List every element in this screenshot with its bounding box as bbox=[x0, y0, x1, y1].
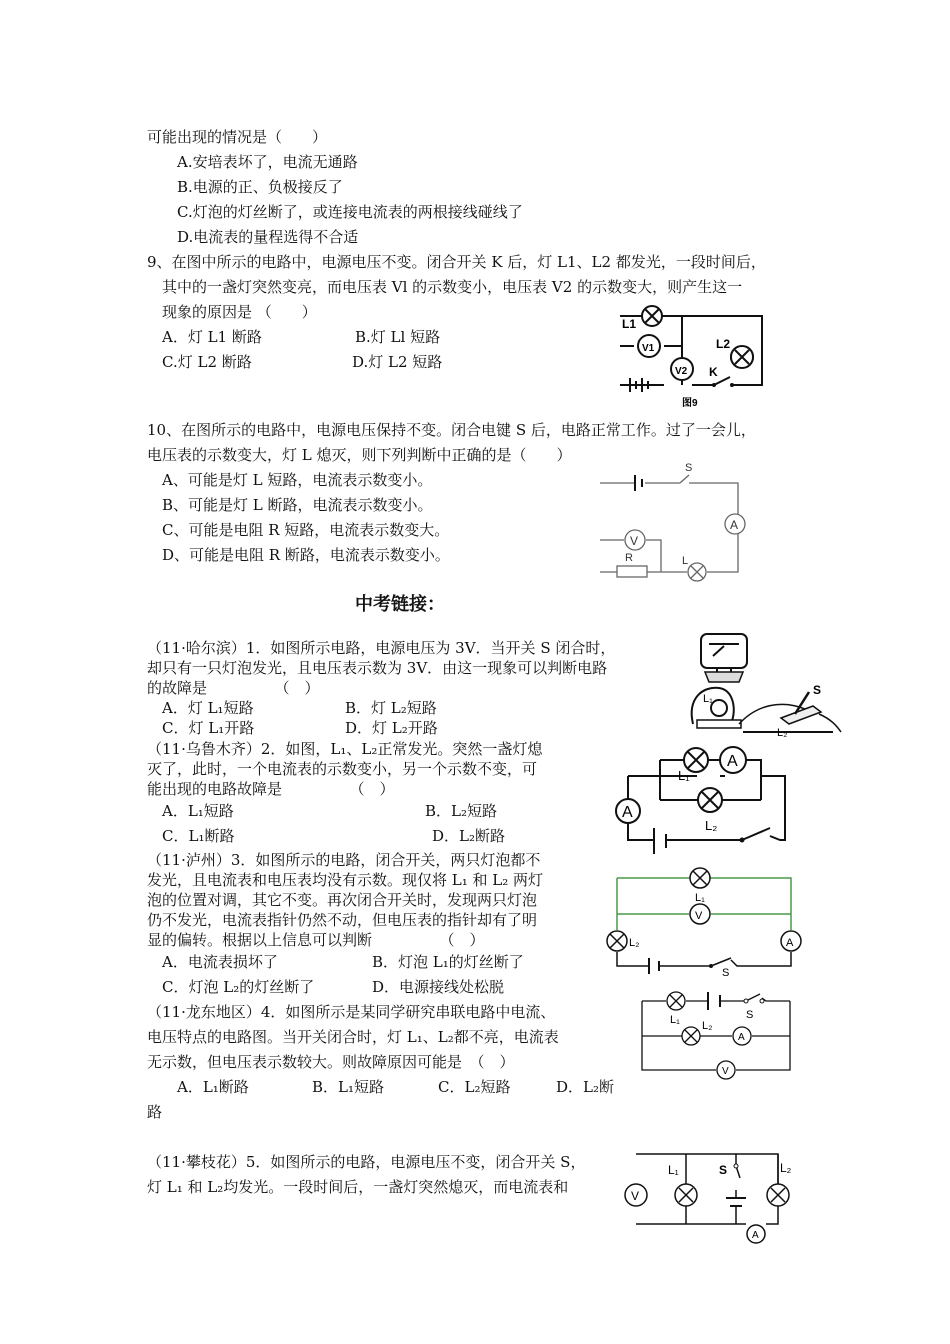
battery-symbol bbox=[649, 958, 659, 974]
z3-stem-line-2: 发光，且电流表和电压表均没有示数。现仅将 L₁ 和 L₂ 两灯 bbox=[147, 871, 544, 889]
q9-option-b: B.灯 Ll 短路 bbox=[355, 328, 441, 346]
q10-option-a: A、可能是灯 L 短路，电流表示数变小。 bbox=[162, 471, 433, 489]
label-a: A bbox=[786, 937, 794, 949]
label-l2: L₂ bbox=[705, 818, 718, 833]
label-k: K bbox=[709, 365, 718, 379]
z4-option-c: C．L₂短路 bbox=[438, 1078, 511, 1096]
label-v: V bbox=[695, 910, 703, 922]
label-l2: L₂ bbox=[629, 937, 640, 949]
label-a: A bbox=[752, 1230, 759, 1241]
option-a: A.安培表坏了，电流无通路 bbox=[177, 153, 358, 171]
q10-option-b: B、可能是灯 L 断路，电流表示数变小。 bbox=[162, 496, 433, 514]
z2-option-d: D．L₂断路 bbox=[432, 827, 506, 845]
label-l2: L₂ bbox=[702, 1020, 713, 1032]
label-l1: L₁ bbox=[670, 1014, 680, 1026]
z3-option-a: A．电流表损坏了 bbox=[162, 953, 278, 971]
option-b: B.电源的正、负极接反了 bbox=[177, 178, 343, 196]
q9-circuit-diagram bbox=[612, 302, 772, 410]
label-l1: L₁ bbox=[695, 892, 705, 904]
z4-option-d-wrap: 路 bbox=[147, 1103, 163, 1121]
q10-option-c: C、可能是电阻 R 短路，电流表示数变大。 bbox=[162, 521, 450, 539]
z3-stem-line-5: 显的偏转。根据以上信息可以判断 （ ） bbox=[147, 931, 485, 949]
z4-stem-line-1: （11·龙东地区）4．如图所示是某同学研究串联电路中电流、 bbox=[147, 1003, 556, 1021]
label-v: V bbox=[630, 534, 639, 548]
z5-stem-line-2: 灯 L₁ 和 L₂均发光。一段时间后，一盏灯突然熄灭，而电流表和 bbox=[147, 1178, 569, 1196]
q10-option-d: D、可能是电阻 R 断路，电流表示数变小。 bbox=[162, 546, 450, 564]
label-v2: V2 bbox=[675, 366, 688, 377]
label-l1: L₁ bbox=[703, 693, 713, 705]
z4-stem-line-3: 无示数，但电压表示数较大。则故障原因可能是 （ ） bbox=[147, 1053, 515, 1071]
label-l1: L₁ bbox=[668, 1163, 679, 1177]
z2-option-b: B．L₂短路 bbox=[425, 802, 497, 820]
q10-stem-line-2: 电压表的示数变大，灯 L 熄灭，则下列判断中正确的是（ ） bbox=[147, 446, 572, 464]
z4-option-a: A．L₁断路 bbox=[177, 1078, 249, 1096]
z3-option-b: B．灯泡 L₁的灯丝断了 bbox=[372, 953, 524, 971]
label-s: S bbox=[685, 462, 693, 474]
battery-symbol bbox=[635, 475, 642, 491]
label-l2: L2 bbox=[716, 337, 731, 351]
z2-option-c: C．L₁断路 bbox=[162, 827, 235, 845]
label-l1: L1 bbox=[622, 317, 637, 331]
z3-option-c: C．灯泡 L₂的灯丝断了 bbox=[162, 978, 315, 996]
label-a: A bbox=[730, 518, 739, 532]
z4-circuit-diagram bbox=[636, 984, 796, 1084]
q10-circuit-diagram bbox=[595, 460, 745, 578]
z3-stem-line-3: 泡的位置对调，其它不变。再次闭合开关时，发现两只灯泡 bbox=[147, 891, 538, 909]
label-r: R bbox=[625, 552, 633, 564]
option-d: D.电流表的量程选得不合适 bbox=[177, 228, 359, 246]
switch-symbol bbox=[711, 958, 731, 966]
battery-symbol bbox=[726, 1198, 746, 1206]
switch-picture bbox=[781, 706, 821, 724]
z3-stem-line-1: （11·泸州）3．如图所示的电路，闭合开关，两只灯泡都不 bbox=[147, 851, 541, 869]
z2-stem-line-1: （11·乌鲁木齐）2．如图，L₁、L₂正常发光。突然一盏灯熄 bbox=[147, 740, 543, 758]
label-l: L bbox=[682, 555, 689, 567]
figure-caption: 图9 bbox=[682, 398, 698, 409]
z2-stem-line-3: 能出现的电路故障是 （ ） bbox=[147, 780, 395, 798]
z4-option-b: B．L₁短路 bbox=[312, 1078, 384, 1096]
switch-s-symbol bbox=[680, 475, 689, 483]
z5-stem-line-1: （11·攀枝花）5．如图所示的电路，电源电压不变，闭合开关 S， bbox=[147, 1153, 586, 1171]
z1-stem-line-3: 的故障是 （ ） bbox=[147, 679, 320, 697]
label-s: S bbox=[746, 1009, 754, 1021]
label-l2: L₂ bbox=[777, 727, 788, 739]
label-v1: V1 bbox=[642, 343, 655, 354]
q9-option-d: D.灯 L2 短路 bbox=[352, 353, 443, 371]
label-l2: L₂ bbox=[780, 1161, 792, 1175]
z4-stem-line-2: 电压特点的电路图。当开关闭合时，灯 L₁、L₂都不亮，电流表 bbox=[147, 1028, 559, 1046]
q9-option-c: C.灯 L2 断路 bbox=[162, 353, 252, 371]
z5-circuit-diagram bbox=[622, 1140, 802, 1244]
lamp-picture bbox=[711, 700, 727, 716]
battery-symbol bbox=[708, 992, 720, 1010]
q9-stem-line-3: 现象的原因是 （ ） bbox=[162, 303, 317, 321]
label-a: A bbox=[738, 1032, 745, 1043]
label-a-main: A bbox=[622, 804, 633, 821]
z1-apparatus-picture bbox=[683, 628, 843, 739]
label-l1: L₁ bbox=[678, 768, 690, 783]
z1-stem-line-2: 却只有一只灯泡发光，且电压表示数为 3V．由这一现象可以判断电路 bbox=[147, 659, 608, 677]
question-stem: 可能出现的情况是（ ） bbox=[147, 128, 328, 146]
z2-circuit-diagram bbox=[610, 742, 800, 862]
label-s: S bbox=[722, 967, 730, 979]
section-title: 中考链接： bbox=[355, 594, 445, 615]
voltmeter-picture bbox=[701, 634, 747, 668]
z1-option-c: C．灯 L₁开路 bbox=[162, 719, 255, 737]
label-v: V bbox=[722, 1066, 729, 1077]
q9-stem-line-1: 9、在图中所示的电路中，电源电压不变。闭合开关 K 后，灯 L1、L2 都发光，一段时间后， bbox=[147, 253, 766, 271]
q9-stem-line-2: 其中的一盏灯突然变亮，而电压表 Vl 的示数变小，电压表 V2 的示数变大，则产生这一 bbox=[162, 278, 743, 296]
label-v: V bbox=[631, 1189, 640, 1203]
option-c: C.灯泡的灯丝断了，或连接电流表的两根接线碰线了 bbox=[177, 203, 523, 221]
z2-option-a: A．L₁短路 bbox=[162, 802, 234, 820]
z1-option-a: A．灯 L₁短路 bbox=[162, 699, 254, 717]
z2-stem-line-2: 灭了，此时，一个电流表的示数变小，另一个示数不变，可 bbox=[147, 760, 538, 778]
z3-stem-line-4: 仍不发光，电流表指针仍然不动，但电压表的指针却有了明 bbox=[147, 911, 538, 929]
q9-option-a: A．灯 L1 断路 bbox=[162, 328, 262, 346]
battery-symbol bbox=[654, 828, 666, 854]
label-s: S bbox=[719, 1163, 728, 1177]
z1-stem-line-1: （11·哈尔滨）1．如图所示电路，电源电压为 3V．当开关 S 闭合时， bbox=[147, 639, 616, 657]
z3-circuit-diagram bbox=[605, 862, 805, 977]
q10-stem-line-1: 10、在图所示的电路中，电源电压保持不变。闭合电键 S 后，电路正常工作。过了一会儿， bbox=[147, 421, 756, 439]
z3-option-d: D．电源接线处松脱 bbox=[372, 978, 505, 996]
z4-option-d: D．L₂断 bbox=[556, 1078, 615, 1096]
label-s: S bbox=[813, 683, 822, 697]
z1-option-d: D．灯 L₂开路 bbox=[345, 719, 438, 737]
z1-option-b: B．灯 L₂短路 bbox=[345, 699, 437, 717]
switch-symbol bbox=[742, 828, 770, 840]
label-a-branch: A bbox=[727, 753, 738, 770]
